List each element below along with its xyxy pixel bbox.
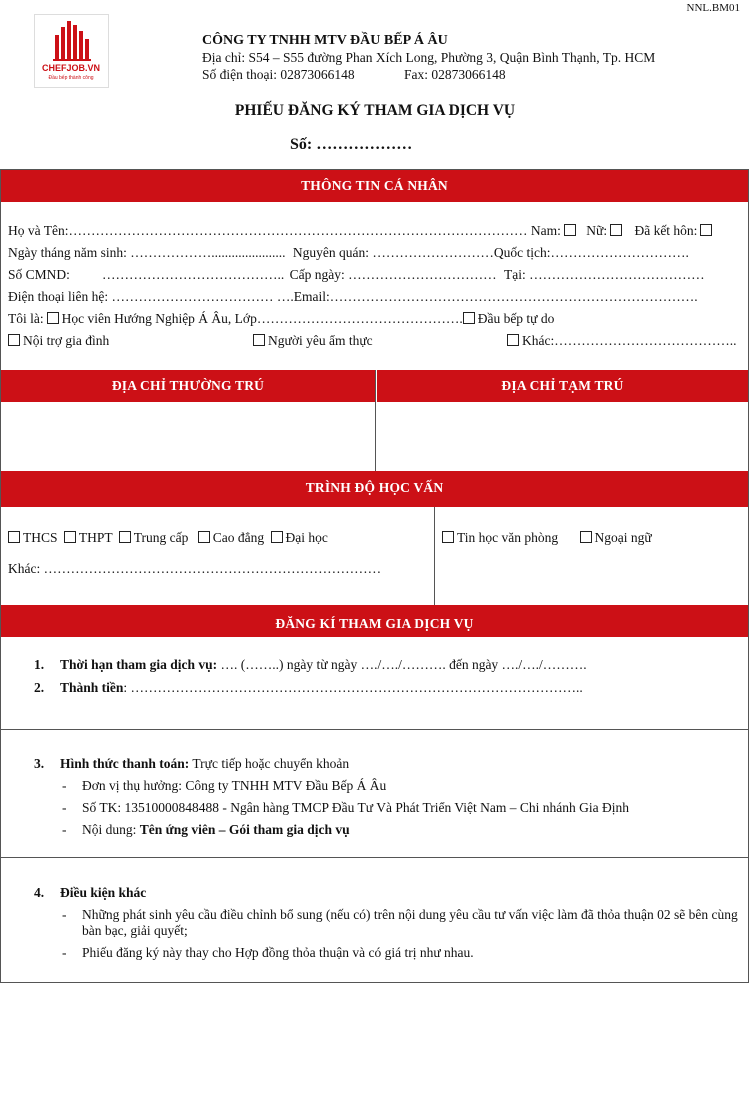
education-levels-row: [5, 530, 328, 546]
term2-text: Phiếu đăng ký này thay cho Hợp đồng thỏa thuận và có giá trị như nhau.: [82, 945, 474, 960]
other-role-field[interactable]: Khác:…………………………………..: [522, 333, 737, 348]
fullname-row: [8, 223, 715, 239]
other-role-item: [504, 333, 736, 349]
section-header-personal: THÔNG TIN CÁ NHÂN: [1, 170, 748, 202]
transfer-content-item: - Nội dung: Tên ứng viên – Gói tham gia dịch vụ: [62, 822, 350, 837]
term1-text: Những phát sinh yêu cầu điều chỉnh bổ sung (nếu có) trên nội dung yêu cầu tư vấn việc làm đã thỏa thuận 02 sẽ bên cùng bàn bạc, giải quyết;: [82, 907, 738, 938]
issue-place-field[interactable]: Tại: …………………………………: [504, 267, 705, 282]
item2-number: 2.: [34, 680, 45, 695]
item1-number: 1.: [34, 657, 45, 672]
company-contact: [202, 66, 655, 83]
section-header-service: ĐĂNG KÍ THAM GIA DỊCH VỤ: [1, 605, 748, 637]
id-label: Số CMND:: [8, 267, 70, 282]
issue-date-field[interactable]: Cấp ngày: ……………………………: [289, 267, 497, 282]
thcs-label: THCS: [23, 530, 58, 545]
trungcap-label: Trung cấp: [133, 530, 189, 545]
thpt-label: THPT: [78, 530, 113, 545]
permanent-address-field[interactable]: [1, 402, 375, 471]
iam-row: [8, 311, 554, 327]
student-checkbox[interactable]: [47, 312, 59, 324]
phone-email-row: [8, 289, 698, 305]
beneficiary-text: Đơn vị thụ hưởng: Công ty TNHH MTV Đầu Bếp Á Âu: [82, 778, 387, 793]
iam-label: Tôi là:: [8, 311, 44, 326]
temporary-address-field[interactable]: [377, 402, 748, 471]
education-other-field[interactable]: Khác: …………………………………………………………………: [8, 561, 382, 576]
divider-conditions: [1, 857, 748, 858]
freelance-checkbox[interactable]: [463, 312, 475, 324]
freelance-option: Đầu bếp tự do: [477, 311, 555, 326]
company-logo: [34, 14, 109, 88]
service-duration-field[interactable]: …. (……..) ngày từ ngày …./…./………. đến ngày …./…./……….: [217, 657, 587, 672]
nationality-field[interactable]: Quốc tịch:………………………….: [493, 245, 689, 260]
service-duration-label: Thời hạn tham gia dịch vụ:: [60, 657, 218, 672]
section-header-permanent-address: ĐỊA CHỈ THƯỜNG TRÚ: [1, 370, 375, 402]
account-text: Số TK: 13510000848488 - Ngân hàng TMCP Đầu Tư Và Phát Triển Việt Nam – Chi nhánh Gia Định: [82, 800, 630, 815]
foodlover-item: [250, 333, 373, 349]
caodang-checkbox[interactable]: [198, 531, 210, 543]
payment-method-label: Hình thức thanh toán:: [60, 756, 190, 771]
beneficiary-item: - Đơn vị thụ hưởng: Công ty TNHH MTV Đầu Bếp Á Âu: [62, 778, 387, 793]
thcs-checkbox[interactable]: [8, 531, 20, 543]
married-checkbox[interactable]: [700, 224, 712, 236]
form-number: Số: ………………: [290, 136, 413, 153]
daihoc-checkbox[interactable]: [271, 531, 283, 543]
term1-dash: -: [62, 907, 67, 922]
company-fax: Fax: 02873066148: [404, 67, 506, 82]
male-label: Nam:: [530, 223, 561, 238]
amount-label: Thành tiền: [60, 680, 124, 695]
office-skills-checkbox[interactable]: [442, 531, 454, 543]
language-checkbox[interactable]: [580, 531, 592, 543]
amount-field[interactable]: : ………………………………………………………………………………………..: [123, 680, 583, 695]
company-phone: Số điện thoại: 02873066148: [202, 67, 355, 82]
address-divider: [375, 370, 376, 471]
transfer-content-label: Nội dung:: [82, 822, 140, 837]
section-header-education: TRÌNH ĐỘ HỌC VẤN: [1, 471, 748, 507]
language-label: Ngoại ngữ: [594, 530, 652, 545]
thpt-checkbox[interactable]: [64, 531, 76, 543]
office-skills-label: Tin học văn phòng: [457, 530, 559, 545]
role-row-2: [5, 333, 109, 349]
id-row: [8, 267, 705, 283]
service-duration-row: [60, 657, 587, 673]
building-logo-icon: [35, 15, 108, 87]
housewife-option: Nội trợ gia đình: [23, 333, 110, 348]
company-address: Địa chỉ: S54 – S55 đường Phan Xích Long, Phường 3, Quận Bình Thạnh, Tp. HCM: [202, 50, 656, 65]
daihoc-label: Đại học: [285, 530, 328, 545]
term2-dash: -: [62, 945, 67, 960]
amount-row: [60, 680, 583, 696]
item4-number: 4.: [34, 885, 45, 900]
item3-number: 3.: [34, 756, 45, 771]
housewife-checkbox[interactable]: [8, 334, 20, 346]
skills-row: [439, 530, 652, 546]
company-info: [202, 32, 655, 83]
female-checkbox[interactable]: [610, 224, 622, 236]
caodang-label: Cao đẳng: [212, 530, 265, 545]
fullname-field[interactable]: Họ và Tên:…………………………………………………………………………………………: [8, 223, 528, 238]
education-other-row: [8, 561, 381, 577]
account-item: - Số TK: 13510000848488 - Ngân hàng TMCP Đầu Tư Và Phát Triển Việt Nam – Chi nhánh Gia Định: [62, 800, 630, 815]
dob-row: [8, 245, 689, 261]
conditions-label: Điều kiện khác: [60, 885, 147, 900]
form-title: PHIẾU ĐĂNG KÝ THAM GIA DỊCH VỤ: [234, 102, 516, 119]
male-checkbox[interactable]: [564, 224, 576, 236]
education-divider: [434, 507, 435, 605]
female-label: Nữ:: [586, 223, 608, 238]
foodlover-option: Người yêu ẩm thực: [268, 333, 373, 348]
form-code: NNL.BM01: [686, 2, 740, 14]
dob-field[interactable]: Ngày tháng năm sinh: ………………......................: [8, 245, 286, 260]
married-label: Đã kết hôn:: [634, 223, 698, 238]
divider-payment: [1, 729, 748, 730]
company-name: CÔNG TY TNHH MTV ĐẦU BẾP Á ÂU: [202, 33, 448, 48]
section-header-temporary-address: ĐỊA CHỈ TẠM TRÚ: [377, 370, 748, 402]
trungcap-checkbox[interactable]: [119, 531, 131, 543]
logo-tagline: Đầu bếp thành công: [48, 75, 94, 81]
id-field[interactable]: …………………………………..: [102, 267, 285, 282]
student-option: Học viên Hướng Nghiệp Á Âu, Lớp……………………………………….: [61, 311, 463, 326]
foodlover-checkbox[interactable]: [253, 334, 265, 346]
other-role-checkbox[interactable]: [507, 334, 519, 346]
logo-text: CHEFJOB.VN: [41, 63, 101, 73]
hometown-field[interactable]: Nguyên quán: ………………………: [292, 245, 494, 260]
transfer-content-value: Tên ứng viên – Gói tham gia dịch vụ: [139, 822, 350, 837]
payment-method-row: [60, 756, 349, 772]
payment-method-value: Trực tiếp hoặc chuyển khoản: [189, 756, 350, 771]
phone-email-field[interactable]: Điện thoại liên hệ: ……………………………… ….Email:……………………………………………………………………….: [8, 289, 698, 304]
